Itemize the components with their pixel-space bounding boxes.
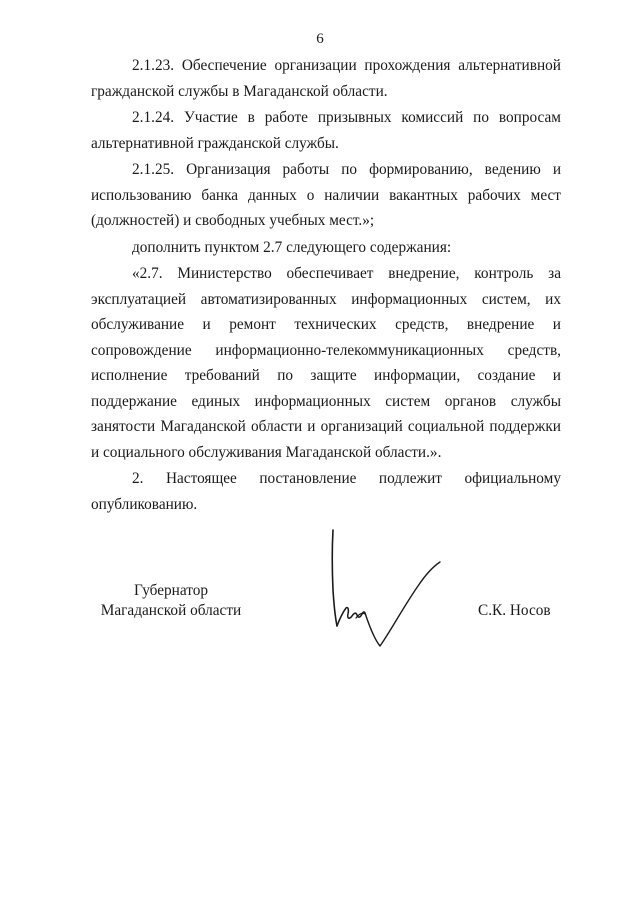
handwritten-signature-icon [318,528,448,658]
signer-title-line-2: Магаданской области [100,602,242,619]
paragraph-amendment-intro: дополнить пунктом 2.7 следующего содержания: [132,238,452,256]
signer-name: С.К. Носов [478,602,551,619]
paragraph-2-1-23: 2.1.23. Обеспечение организации прохождения альтернативной гражданской службы в Магаданской области. [91,57,561,100]
signer-title [96,581,246,621]
paragraph-2-1-25: 2.1.25. Организация работы по формированию, ведению и использованию банка данных о наличии вакантных рабочих мест (должностей) и свободных учебных мест.»; [91,161,561,229]
paragraph-2-7: «2.7. Министерство обеспечивает внедрение, контроль за эксплуатацией автоматизированных информационных систем, их обслуживание и ремонт технических средств, внедрение и сопровождение информационно-телекоммуникационных средств, исполнение требований по защите информации, создание и поддержание единых информационных систем органов службы занятости Магаданской области и организаций социальной поддержки и социального обслуживания Магаданской области.». [91,265,561,461]
document-body [91,53,561,517]
page-number: 6 [316,31,324,47]
paragraph-publication: 2. Настоящее постановление подлежит официальному опубликованию. [91,470,561,513]
signer-title-line-1: Губернатор [133,582,209,599]
signature-block [0,560,640,680]
paragraph-2-1-24: 2.1.24. Участие в работе призывных комиссий по вопросам альтернативной гражданской службы. [91,109,561,152]
